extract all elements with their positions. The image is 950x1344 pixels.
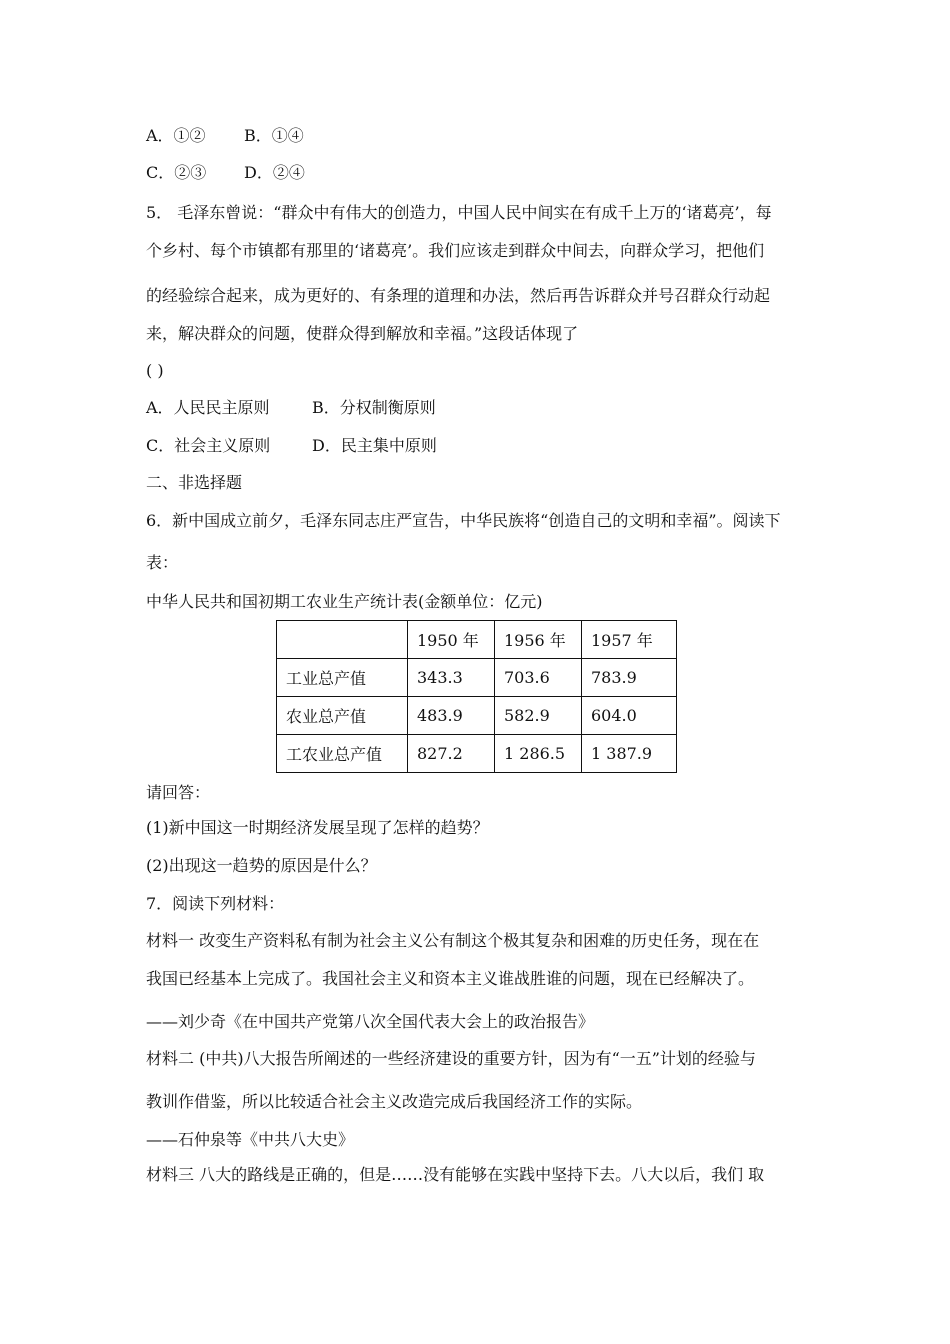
q7-material-2-line-1: 材料二 (中共)八大报告所阐述的一些经济建设的重要方针，因为有“一五”计划的经验与	[146, 1049, 756, 1068]
table-cell: 604.0	[582, 697, 677, 735]
table-cell: 工农业总产值	[277, 735, 408, 773]
table-header-cell: 1950 年	[408, 621, 495, 659]
q7-material-1-line-1: 材料一 改变生产资料私有制为社会主义公有制这个极其复杂和困难的历史任务，现在在	[146, 931, 760, 950]
q6-prompt: 请回答：	[146, 783, 211, 802]
q7-material-3-line-1: 材料三 八大的路线是正确的，但是……没有能够在实践中坚持下去。八大以后，我们 取	[146, 1165, 765, 1184]
q7-material-2-line-2: 教训作借鉴，所以比较适合社会主义改造完成后我国经济工作的实际。	[146, 1092, 643, 1111]
table-cell: 343.3	[408, 659, 495, 697]
q5-text-line-2: 个乡村、每个市镇都有那里的‘诸葛亮’。我们应该走到群众中间去，向群众学习，把他们	[146, 241, 765, 260]
table-cell: 1 387.9	[582, 735, 677, 773]
q4-options-row-2	[146, 163, 305, 183]
table-row	[277, 697, 677, 735]
q7-material-1-line-2: 我国已经基本上完成了。我国社会主义和资本主义谁战胜谁的问题，现在已经解决了。	[146, 969, 755, 988]
q5-option-b: B．分权制衡原则	[312, 398, 436, 417]
table-cell: 827.2	[408, 735, 495, 773]
q4-options-row-1	[146, 126, 304, 146]
q6-text-line-2: 表：	[146, 553, 179, 572]
q5-option-d: D．民主集中原则	[312, 436, 437, 455]
table-header-cell: 1956 年	[495, 621, 582, 659]
q5-option-c: C．社会主义原则	[146, 436, 271, 455]
q6-text-line-1: 6．新中国成立前夕，毛泽东同志庄严宣告，中华民族将“创造自己的文明和幸福”。阅读下	[146, 511, 781, 530]
q5-text-line-4: 来，解决群众的问题，使群众得到解放和幸福。”这段话体现了	[146, 324, 579, 343]
section-title: 二、非选择题	[146, 473, 243, 492]
q4-option-d: D．②④	[244, 163, 305, 182]
q5-text-line-3: 的经验综合起来，成为更好的、有条理的道理和办法，然后再告诉群众并号召群众行动起	[146, 286, 771, 305]
q5-answer-blank: ( )	[146, 361, 164, 380]
table-cell: 483.9	[408, 697, 495, 735]
production-stats-table	[276, 620, 677, 773]
q5-text-line-1: 5． 毛泽东曾说：“群众中有伟大的创造力，中国人民中间实在有成千上万的‘诸葛亮’，每	[146, 203, 772, 222]
q7-intro: 7．阅读下列材料：	[146, 894, 285, 913]
q5-options-row-1	[146, 398, 436, 418]
q7-material-1-source: ——刘少奇《在中国共产党第八次全国代表大会上的政治报告》	[146, 1012, 595, 1031]
table-cell: 1 286.5	[495, 735, 582, 773]
q4-option-a: A．①②	[146, 126, 206, 145]
table-header-row	[277, 621, 677, 659]
q4-option-c: C．②③	[146, 163, 207, 182]
table-cell: 农业总产值	[277, 697, 408, 735]
table-header-cell: 1957 年	[582, 621, 677, 659]
table-cell: 工业总产值	[277, 659, 408, 697]
table-header-cell	[277, 621, 408, 659]
q5-option-a: A．人民民主原则	[146, 398, 270, 417]
q6-table-caption: 中华人民共和国初期工农业生产统计表(金额单位：亿元)	[146, 592, 543, 611]
table-cell: 783.9	[582, 659, 677, 697]
table-cell: 703.6	[495, 659, 582, 697]
table-row	[277, 659, 677, 697]
q5-options-row-2	[146, 436, 437, 456]
q7-material-2-source: ——石仲泉等《中共八大史》	[146, 1130, 355, 1149]
table-cell: 582.9	[495, 697, 582, 735]
q4-option-b: B．①④	[244, 126, 304, 145]
q6-sub-question-1: (1)新中国这一时期经济发展呈现了怎样的趋势？	[146, 818, 489, 837]
table-row	[277, 735, 677, 773]
q6-sub-question-2: (2)出现这一趋势的原因是什么？	[146, 856, 377, 875]
